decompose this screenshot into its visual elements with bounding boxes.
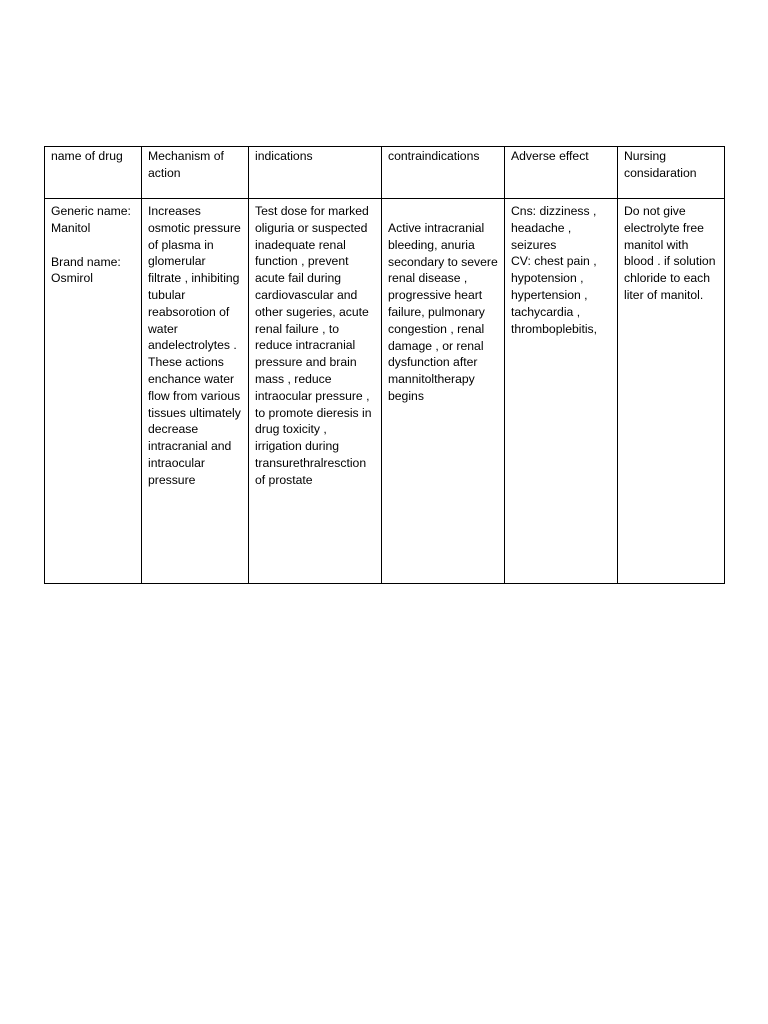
cell-mechanism: Increases osmotic pressure of plasma in glomerular filtrate , inhibiting tubular reabsorotion of water andelectrolytes . These actions enchance water flow from various tissues ultimately decrease intracranial and intraocular pressure [142, 199, 249, 584]
header-nursing: Nursing considaration [618, 147, 725, 199]
contraindications-text: Active intracranial bleeding, anuria secondary to severe renal disease , progressive heart failure, pulmonary congestion , renal damage , or renal dysfunction after mannitoltherapy begins [388, 221, 498, 403]
cell-indications: Test dose for marked oliguria or suspected inadequate renal function , prevent acute fail during cardiovascular and other sugeries, acute renal failure , to reduce intracranial pressure and brain mass , reduce intraocular pressure , to promote dieresis in drug toxicity , irrigation during transurethralresction of prostate [249, 199, 382, 584]
header-name-of-drug: name of drug [45, 147, 142, 199]
table-row [45, 199, 725, 584]
header-indications: indications [249, 147, 382, 199]
brand-name: Brand name: Osmirol [51, 254, 121, 286]
header-adverse-effect: Adverse effect [505, 147, 618, 199]
header-contraindications: contraindications [382, 147, 505, 199]
header-mechanism: Mechanism of action [142, 147, 249, 199]
cell-nursing: Do not give electrolyte free manitol with blood . if solution chloride to each liter of manitol. [618, 199, 725, 584]
cell-drug-name [45, 199, 142, 584]
generic-name: Generic name: Manitol [51, 204, 131, 235]
adverse-effect-text: Cns: dizziness , headache , seizures CV: chest pain , hypotension , hypertension , tachycardia , thromboplebitis, [511, 204, 598, 336]
cell-contraindications [382, 199, 505, 584]
cell-adverse-effect [505, 199, 618, 584]
spacer [51, 237, 135, 254]
table-header-row [45, 147, 725, 199]
drug-table [44, 146, 725, 584]
spacer [388, 203, 498, 220]
